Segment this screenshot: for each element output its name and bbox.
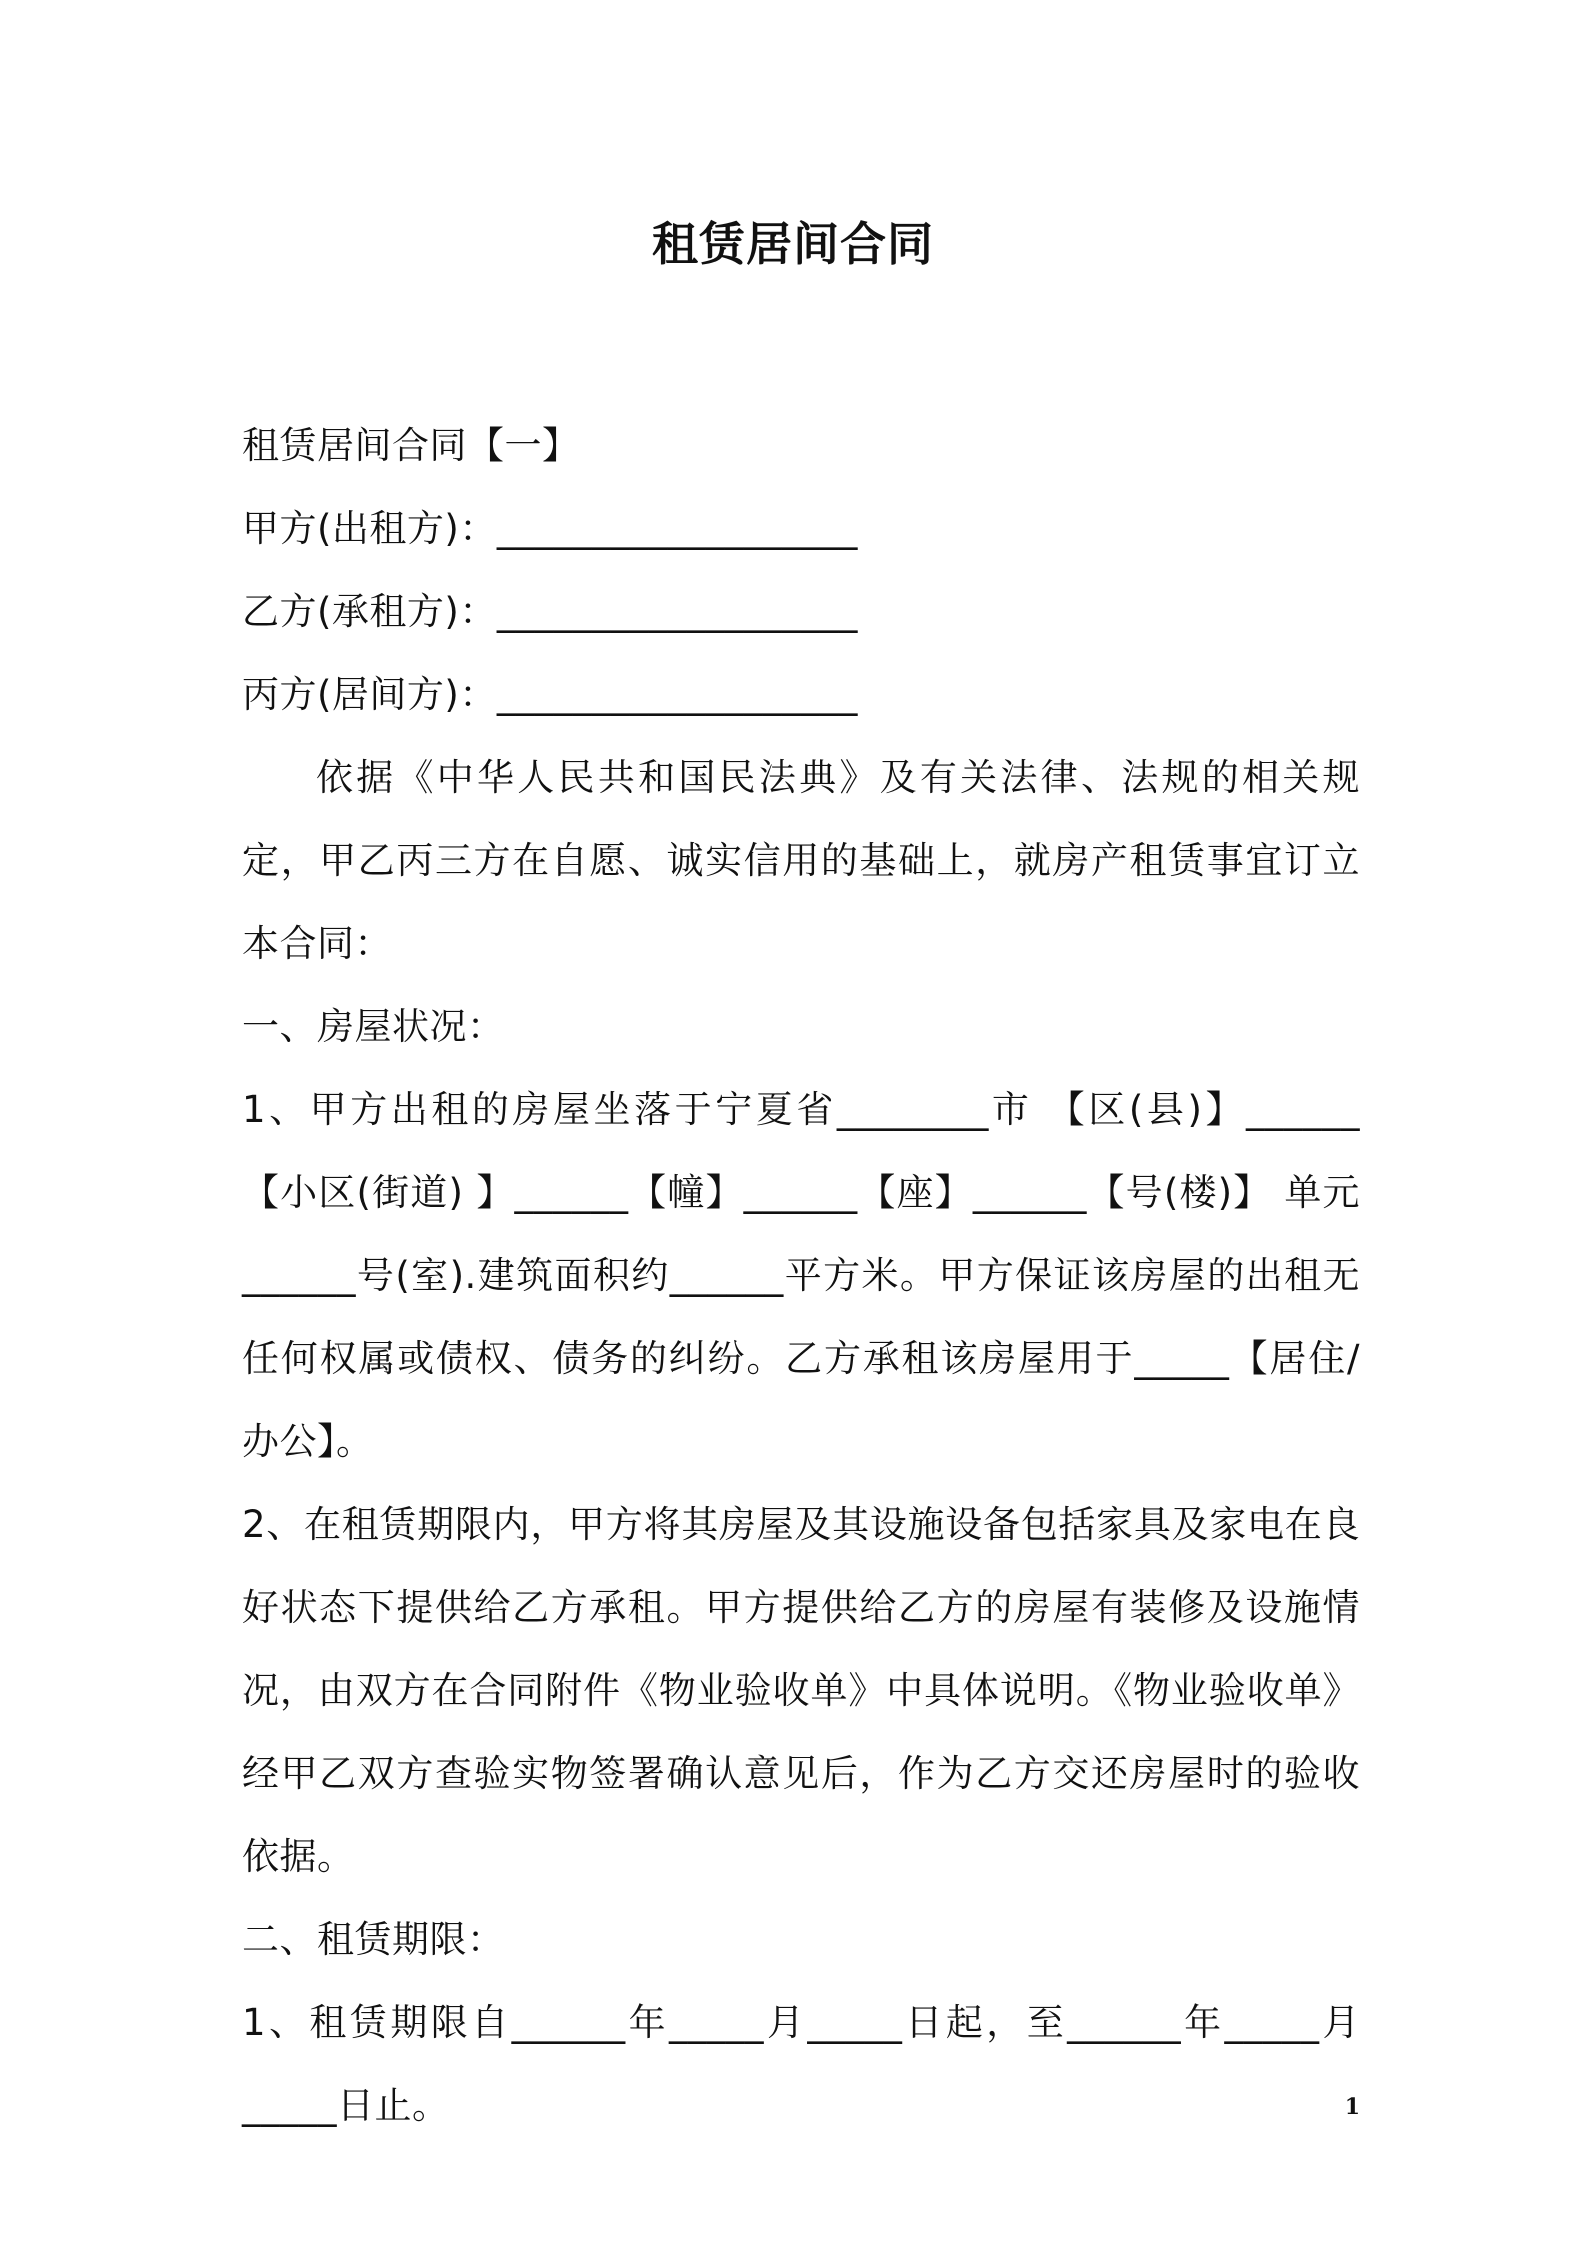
section-heading-house: 一、房屋状况： — [242, 1005, 505, 1048]
preamble-paragraph: 依据《中华人民共和国民法典》及有关法律、法规的相关规定，甲乙丙三方在自愿、诚实信用的基础上，就房产租赁事宜订立本合同： — [242, 756, 1360, 965]
contract-subtitle: 租赁居间合同【一】 — [242, 424, 580, 467]
clause-lease-term: 1、租赁期限自______年_____月_____日起，至______年_____月_____日止。 — [242, 2001, 1360, 2127]
party-c-line: 丙方(居间方)：___________________ — [242, 673, 858, 716]
document-body — [242, 404, 1360, 2147]
page-number: 1 — [1344, 2094, 1360, 2120]
party-b-line: 乙方(承租方)：___________________ — [242, 590, 858, 633]
party-a-line: 甲方(出租方)：___________________ — [242, 507, 858, 550]
clause-house-facilities: 2、在租赁期限内，甲方将其房屋及其设施设备包括家具及家电在良好状态下提供给乙方承租。甲方提供给乙方的房屋有装修及设施情况，由双方在合同附件《物业验收单》中具体说明。《物业验收单》经甲乙双方查验实物签署确认意见后，作为乙方交还房屋时的验收依据。 — [242, 1503, 1360, 1878]
document-title: 租赁居间合同 — [652, 217, 934, 271]
clause-house-location: 1、甲方出租的房屋坐落于宁夏省________市 【区(县)】______【小区(街道) 】______【幢】______【座】______【号(楼)】 单元______号(室).建筑面积约______平方米。甲方保证该房屋的出租无任何权属或债权、债务的纠纷。乙方承租该房屋用于_____【居住/办公】。 — [242, 1088, 1360, 1463]
section-heading-term: 二、租赁期限： — [242, 1918, 505, 1961]
